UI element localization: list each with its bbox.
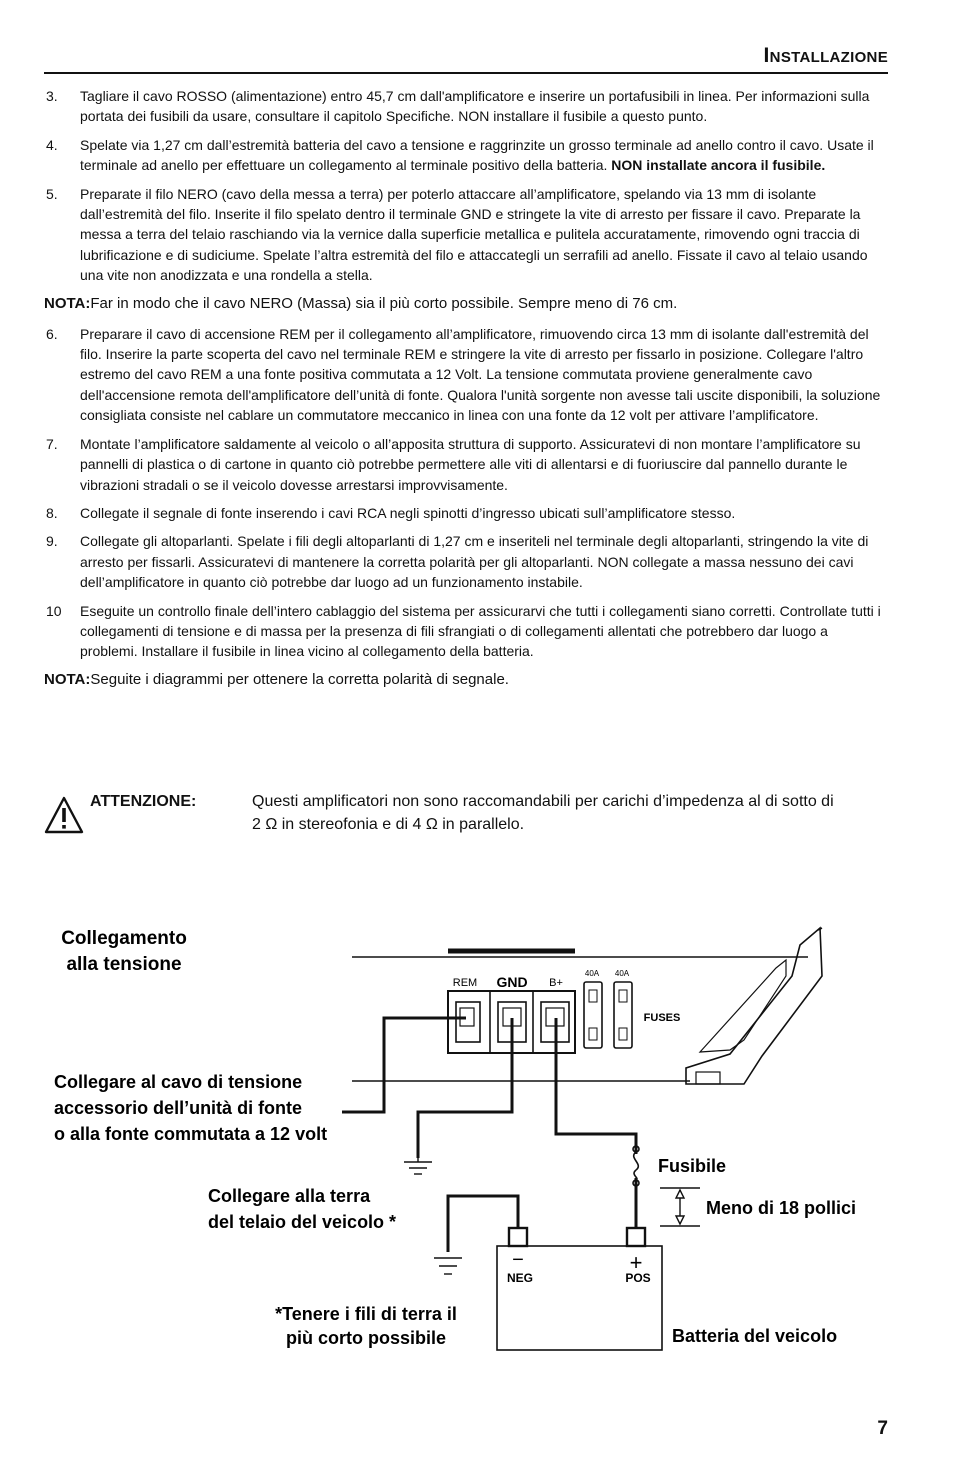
step-text: Spelate via 1,27 cm dall’estremità batteria del cavo a tensione e raggrinzite un grosso terminale ad anello contro il cavo. Usate il terminale ad anello per effettuare un collegamento al terminale positivo della batteria. <box>80 136 874 174</box>
note-text: Seguite i diagrammi per ottenere la corretta polarità di segnale. <box>90 670 509 688</box>
inline-fuse-icon <box>633 1146 639 1186</box>
step-text: Collegate il segnale di fonte inserendo i cavi RCA negli spinotti d’ingresso ubicati sull’amplificatore stesso. <box>80 504 736 521</box>
warning-box <box>44 790 886 846</box>
note-label: NOTA: <box>44 294 91 312</box>
page-title: Installazione <box>763 44 888 67</box>
warning-line-2: 2 Ω in stereofonia e di 4 Ω in parallelo. <box>252 816 525 833</box>
terminal-label-rem: REM <box>452 977 478 989</box>
step-bold-text: NON installate ancora il fusibile. <box>611 157 826 174</box>
note-ground-wire <box>44 294 886 314</box>
distance-arrow-icon <box>660 1188 700 1226</box>
step-text: Preparate il filo NERO (cavo della messa a terra) per poterlo attaccare all’amplificatore, spelando via 13 mm di isolante dall’estremità del filo. Inserite il filo spelato dentro il terminale GND e stringete la vite di arresto per fissare il cavo. Preparate la messa a terra del telaio raschiando via la vernice dalla superficie metallica e pulitela accuratamente, rimovendo ogni traccia di lubrificazione e di sudiciume. Spelate l’altra estremità del filo e attaccategli un serrafili ad anello. Fissate il cavo al telaio usando una vite non anodizzata e una rondella a stella. <box>80 185 868 284</box>
step-text: Eseguite un controllo finale dell’intero cablaggio del sistema per assicurarvi che tutti i collegamenti siano corretti. Controllate tutti i collegamenti di tensione e di massa per la presenza di fili sfrangiati o di collegamenti allentati che potrebbero dar luogo a problemi. Installare il fusibile in linea vicino al collegamento della batteria. <box>80 602 881 660</box>
step-9 <box>44 531 886 592</box>
amplifier-outline <box>352 928 822 1084</box>
terminal-label-bplus: B+ <box>549 977 563 989</box>
step-5 <box>44 184 886 286</box>
battery-pos-label: POS <box>625 1271 651 1285</box>
instructions <box>44 86 886 700</box>
step-10 <box>44 601 886 662</box>
page-header <box>44 40 888 74</box>
step-4 <box>44 135 886 176</box>
note-text: Far in modo che il cavo NERO (Massa) sia il più corto possibile. Sempre meno di 76 cm. <box>90 294 678 312</box>
battery-negative-symbol: − <box>512 1249 524 1271</box>
step-text: Tagliare il cavo ROSSO (alimentazione) entro 45,7 cm dall'amplificatore e inserire un portafusibili in linea. Per informazioni sulla portata dei fusibili da usare, consultare il capitolo Specifiche. NON installare il fusibile a questo punto. <box>80 88 870 125</box>
warning-text <box>252 790 892 836</box>
vehicle-battery <box>497 1228 662 1350</box>
fuse-rating-2: 40A <box>614 969 630 978</box>
step-8 <box>44 503 886 523</box>
step-7 <box>44 434 886 495</box>
step-text: Montate l’amplificatore saldamente al veicolo o all’apposita struttura di supporto. Assicuratevi di non montare l’amplificatore su pannelli di plastica o di cartone in quanto ciò potrebbe permettere alle viti di allentarsi e di fuoriuscire dal pannello durante le vibrazioni stradali o se il veicolo dovesse arrestarsi improvvisamente. <box>80 435 861 493</box>
step-text: Preparare il cavo di accensione REM per il collegamento all’amplificatore, rimuovendo circa 13 mm di isolante dall'estremità del filo. Inserire la parte scoperta del cavo nel terminale REM e stringere la vite di arresto per fissarlo in posizione. Collegare l'altro estremo del cavo REM a una fonte positiva commutata a 12 Volt. La tensione commutata proviene generalmente cavo dell'accensione remota dell'amplificatore dell’unità di fonte. Qualora l'unità sorgente non avesse tali uscite disponibili, la soluzione consigliata consiste nel cablare un commutatore meccanico in linea con una fonte da 12 volt per attivare l’amplificatore. <box>80 325 881 424</box>
battery-neg-label: NEG <box>506 1271 534 1285</box>
ground-wire-note-line-1: *Tenere i fili di terra il <box>275 1304 457 1324</box>
fuse-callout: Fusibile <box>658 1156 727 1176</box>
warning-line-1: Questi amplificatori non sono raccomandabili per carichi d’impedenza al di sotto di <box>252 793 834 810</box>
accessory-callout-line-1: Collegare al cavo di tensione <box>54 1072 303 1092</box>
step-number: 10 <box>46 602 62 619</box>
chassis-ground-callout-line-2: del telaio del veicolo * <box>208 1212 397 1232</box>
step-number: 9. <box>46 533 58 550</box>
step-number: 7. <box>46 435 58 452</box>
step-text: Collegate gli altoparlanti. Spelate i fili degli altoparlanti di 1,27 cm e inseriteli nel terminale degli altoparlanti, stringendo la vite di arresto per fissarli. Assicuratevi di mantenere la corretta polarità per gli altoparlanti. NON collegate a massa nessuno dei cavi dell’amplificatore in quanto ciò potrebbe dar luogo ad un funzionamento instabile. <box>80 533 869 591</box>
step-number: 8. <box>46 504 58 521</box>
chassis-ground-symbol-icon <box>434 1258 462 1274</box>
diagram-title-line-1: Collegamento <box>61 928 187 949</box>
warning-triangle-icon <box>44 796 84 834</box>
ground-wire-note-line-2: più corto possibile <box>285 1328 447 1348</box>
distance-callout: Meno di 18 pollici <box>706 1198 857 1218</box>
note-polarity <box>44 670 886 690</box>
step-number: 6. <box>46 325 58 342</box>
note-label: NOTA: <box>44 670 91 688</box>
fuse-rating-1: 40A <box>584 969 600 978</box>
chassis-ground-callout-line-1: Collegare alla terra <box>208 1186 371 1206</box>
page-number: 7 <box>877 1418 888 1439</box>
step-number: 4. <box>46 136 58 153</box>
accessory-callout-line-2: accessorio dell’unità di fonte <box>54 1098 303 1118</box>
fuses-label: FUSES <box>643 1012 681 1024</box>
ground-symbol-icon <box>404 1158 432 1174</box>
terminal-label-gnd: GND <box>496 974 528 990</box>
step-6 <box>44 324 886 426</box>
diagram-title-line-2: alla tensione <box>66 954 182 975</box>
battery-positive-symbol: + <box>629 1250 643 1275</box>
step-3 <box>44 86 886 127</box>
step-number: 5. <box>46 185 58 202</box>
warning-label: ATTENZIONE: <box>90 793 197 810</box>
accessory-callout-line-3: o alla fonte commutata a 12 volt <box>54 1124 328 1144</box>
step-number: 3. <box>46 88 58 104</box>
amp-fuses <box>584 982 632 1048</box>
battery-callout: Batteria del veicolo <box>672 1326 838 1346</box>
power-wiring-diagram <box>0 900 954 1380</box>
